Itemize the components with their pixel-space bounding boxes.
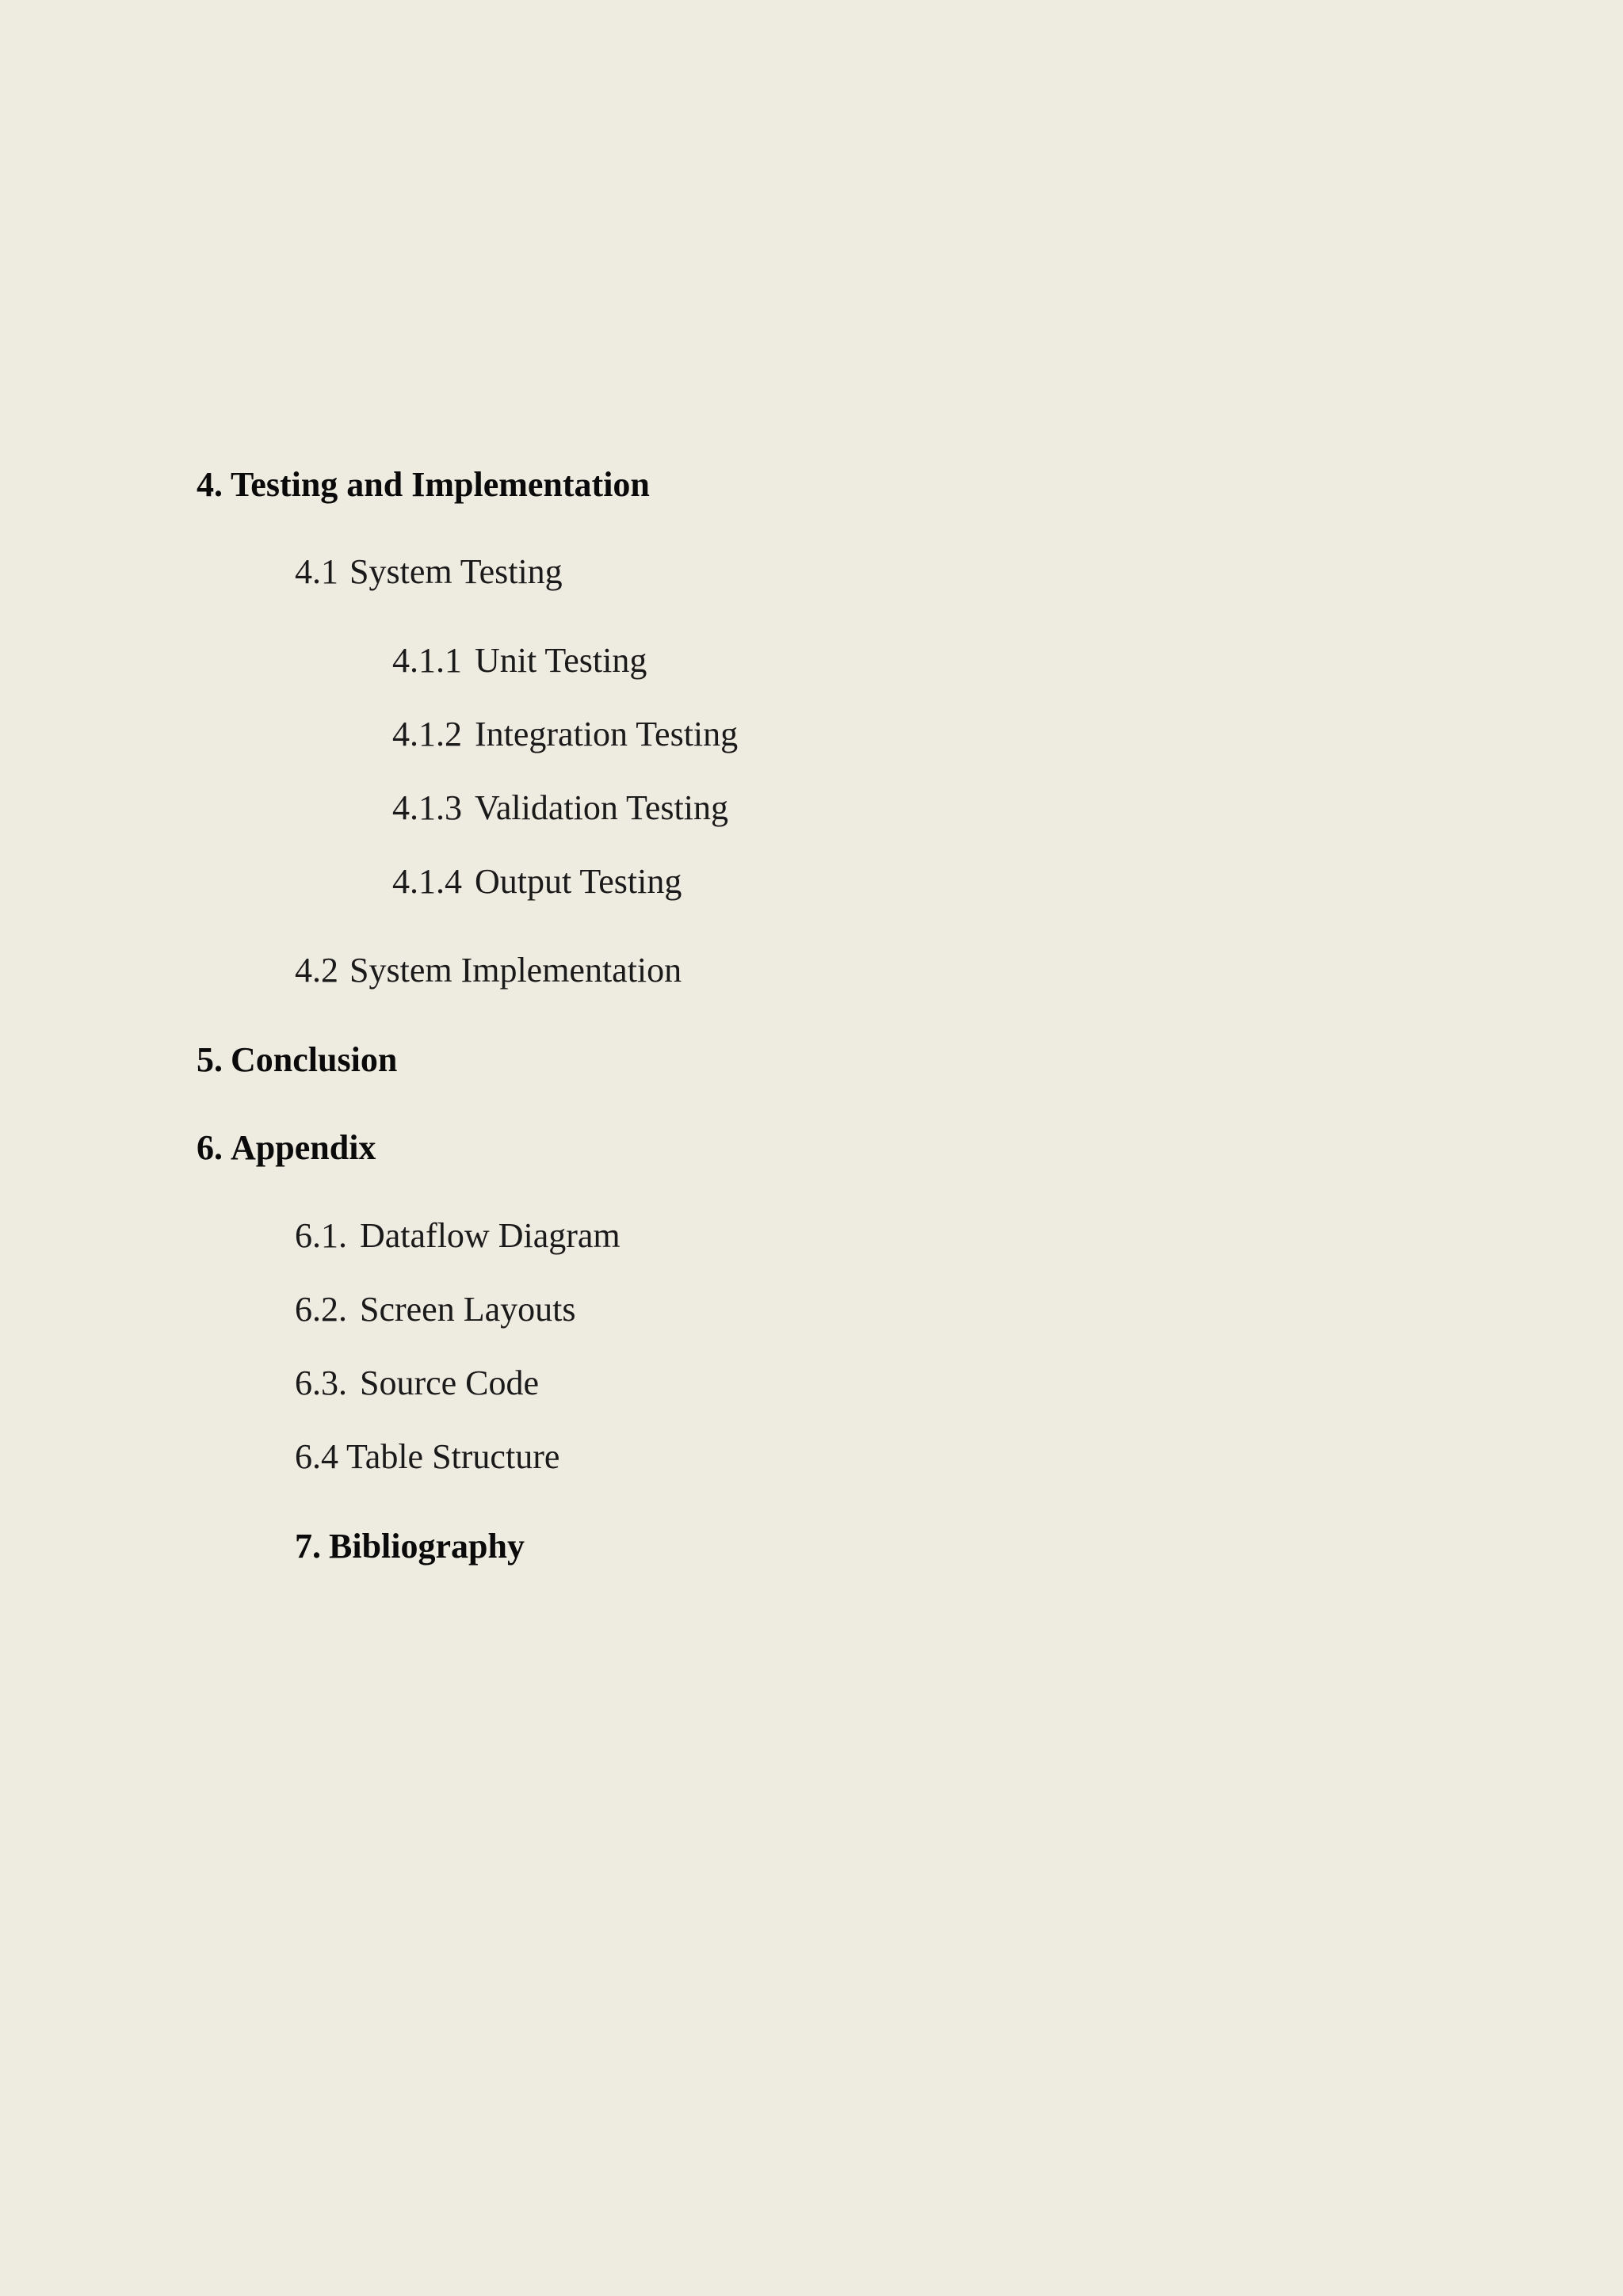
item-title: Screen Layouts — [360, 1290, 576, 1329]
subitem-title: Integration Testing — [475, 715, 739, 753]
section-title: Conclusion — [231, 1040, 398, 1079]
toc-heading-bibliography — [295, 1529, 525, 1564]
item-title: System Testing — [349, 552, 563, 591]
subitem-title: Unit Testing — [475, 641, 647, 680]
section-number: 7. — [295, 1527, 321, 1566]
subitem-number: 4.1.2 — [392, 715, 462, 753]
section-title: Appendix — [231, 1128, 376, 1167]
subitem-title: Validation Testing — [475, 788, 728, 827]
item-number: 6.2. — [295, 1290, 347, 1329]
toc-item-table-structure — [295, 1437, 560, 1476]
item-number: 4.1 — [295, 552, 338, 591]
item-title: Table Structure — [346, 1437, 560, 1476]
subitem-number: 4.1.4 — [392, 862, 462, 901]
toc-item-source-code — [295, 1363, 540, 1402]
subitem-number: 4.1.3 — [392, 788, 462, 827]
item-title: System Implementation — [349, 951, 682, 990]
item-number: 6.4 — [295, 1437, 338, 1476]
toc-heading-appendix — [197, 1128, 376, 1167]
subitem-title: Output Testing — [475, 862, 682, 901]
toc-item-screen-layouts — [295, 1292, 575, 1327]
section-number: 5. — [197, 1040, 223, 1079]
item-number: 6.3. — [295, 1363, 347, 1402]
toc-subitem-integration-testing — [392, 717, 738, 752]
section-number: 4. — [197, 465, 223, 504]
section-title: Testing and Implementation — [231, 465, 650, 504]
item-title: Source Code — [360, 1363, 540, 1402]
toc-heading-conclusion — [197, 1040, 398, 1079]
section-title: Bibliography — [329, 1527, 525, 1566]
item-number: 4.2 — [295, 951, 338, 990]
toc-item-dataflow-diagram — [295, 1216, 621, 1255]
subitem-number: 4.1.1 — [392, 641, 462, 680]
section-number: 6. — [197, 1128, 223, 1167]
item-title: Dataflow Diagram — [360, 1216, 621, 1255]
toc-heading-testing-and-implementation — [197, 467, 650, 502]
item-number: 6.1. — [295, 1216, 347, 1255]
toc-subitem-validation-testing — [392, 788, 728, 827]
toc-item-system-implementation — [295, 953, 682, 988]
toc-subitem-unit-testing — [392, 643, 647, 678]
toc-item-system-testing — [295, 552, 563, 591]
toc-subitem-output-testing — [392, 864, 682, 899]
